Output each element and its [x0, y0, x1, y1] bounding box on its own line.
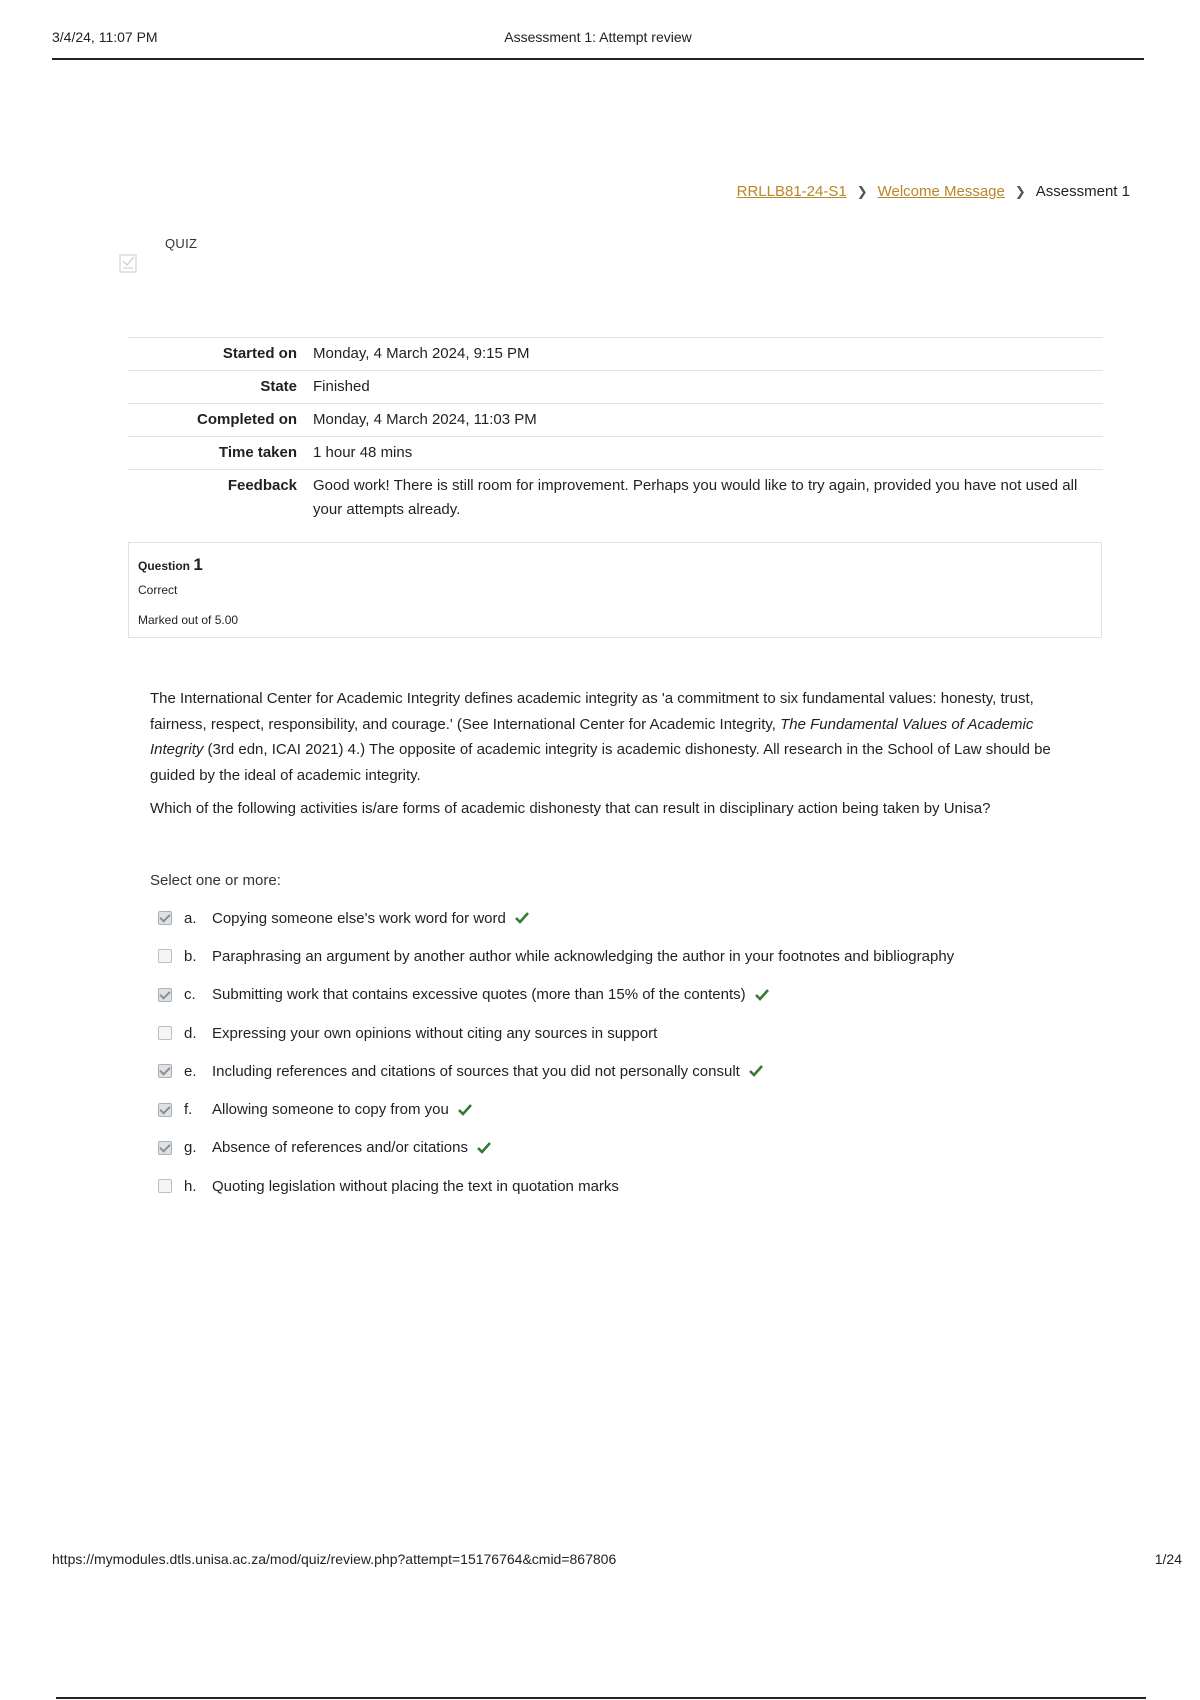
answer-letter: f.: [184, 1101, 193, 1119]
print-header: [52, 26, 1144, 60]
page-divider: [56, 1697, 1146, 1699]
summary-row: [128, 470, 1103, 527]
answer-option-e: [158, 1052, 1118, 1090]
answer-checkbox[interactable]: [158, 1141, 172, 1155]
answer-checkbox[interactable]: [158, 988, 172, 1002]
print-datetime: 3/4/24, 11:07 PM: [52, 29, 158, 45]
summary-row: [128, 371, 1103, 404]
question-label: Question: [138, 559, 191, 573]
answer-letter: c.: [184, 986, 196, 1004]
print-url: https://mymodules.dtls.unisa.ac.za/mod/quiz/review.php?attempt=15176764&cmid=867806: [52, 1551, 617, 1567]
answer-text: Allowing someone to copy from you: [212, 1101, 449, 1119]
question-info-box: [128, 542, 1102, 638]
question-intro-part1: The International Center for Academic Integrity defines academic integrity as 'a commitment to six fundamental values: honesty, trust, fairness, respect, responsibility, and courage.' (See International Center for Academic Integrity,: [150, 690, 1034, 733]
check-icon: [748, 1064, 764, 1078]
answer-text: Including references and citations of sources that you did not personally consult: [212, 1062, 740, 1080]
activity-type-label: QUIZ: [165, 236, 198, 251]
answer-letter: e.: [184, 1062, 197, 1080]
answer-checkbox[interactable]: [158, 1103, 172, 1117]
answer-options: [158, 899, 1118, 1205]
summary-value: Finished: [305, 371, 1103, 404]
chevron-right-icon: ❯: [856, 183, 868, 199]
breadcrumb-section-link[interactable]: Welcome Message: [877, 183, 1005, 200]
print-footer: [52, 1551, 1182, 1567]
question-state: Correct: [138, 583, 178, 597]
breadcrumb-course-link[interactable]: RRLLB81-24-S1: [736, 183, 847, 200]
summary-row: [128, 404, 1103, 437]
answer-text: Absence of references and/or citations: [212, 1139, 468, 1157]
summary-label: State: [128, 371, 305, 404]
check-icon: [457, 1103, 473, 1117]
answer-option-b: [158, 937, 1118, 975]
attempt-summary-table: [128, 337, 1103, 526]
answer-letter: d.: [184, 1024, 197, 1042]
summary-label: Completed on: [128, 404, 305, 437]
summary-label: Feedback: [128, 470, 305, 527]
summary-label: Started on: [128, 338, 305, 371]
answer-option-f: [158, 1090, 1118, 1128]
answer-option-g: [158, 1129, 1118, 1167]
chevron-right-icon: ❯: [1014, 183, 1026, 199]
summary-value: Monday, 4 March 2024, 9:15 PM: [305, 338, 1103, 371]
answer-text: Expressing your own opinions without citing any sources in support: [212, 1024, 658, 1042]
summary-label: Time taken: [128, 437, 305, 470]
check-icon: [514, 911, 530, 925]
answer-checkbox[interactable]: [158, 949, 172, 963]
breadcrumb: [737, 183, 1130, 200]
question-number: [138, 555, 1092, 575]
answer-prompt: Select one or more:: [150, 872, 281, 889]
answer-letter: a.: [184, 909, 197, 927]
answer-letter: b.: [184, 947, 197, 965]
summary-row: [128, 338, 1103, 371]
answer-text: Submitting work that contains excessive quotes (more than 15% of the contents): [212, 986, 746, 1004]
summary-value: 1 hour 48 mins: [305, 437, 1103, 470]
print-page-number: 1/24: [1154, 1551, 1182, 1567]
print-title: Assessment 1: Attempt review: [504, 29, 692, 45]
answer-text: Copying someone else's work word for word: [212, 909, 506, 927]
answer-letter: h.: [184, 1177, 197, 1195]
answer-checkbox[interactable]: [158, 911, 172, 925]
answer-text: Paraphrasing an argument by another author while acknowledging the author in your footnotes and bibliography: [212, 947, 955, 965]
question-grade: Marked out of 5.00: [138, 613, 239, 627]
answer-text: Quoting legislation without placing the text in quotation marks: [212, 1177, 619, 1195]
question-stem: Which of the following activities is/are forms of academic dishonesty that can result in disciplinary action being taken by Unisa?: [150, 800, 991, 817]
answer-checkbox[interactable]: [158, 1026, 172, 1040]
question-intro-part2: (3rd edn, ICAI 2021) 4.) The opposite of academic integrity is academic dishonesty. All research in the School of Law should be guided by the ideal of academic integrity.: [150, 741, 1051, 784]
answer-option-a: [158, 899, 1118, 937]
summary-value: Monday, 4 March 2024, 11:03 PM: [305, 404, 1103, 437]
question-number-value: 1: [193, 555, 203, 574]
answer-checkbox[interactable]: [158, 1064, 172, 1078]
check-icon: [754, 988, 770, 1002]
answer-option-c: [158, 976, 1118, 1014]
breadcrumb-current: Assessment 1: [1035, 183, 1130, 200]
answer-letter: g.: [184, 1139, 197, 1157]
check-icon: [476, 1141, 492, 1155]
quiz-icon: [118, 252, 140, 274]
answer-checkbox[interactable]: [158, 1179, 172, 1193]
answer-option-d: [158, 1014, 1118, 1052]
summary-value: Good work! There is still room for improvement. Perhaps you would like to try again, provided you have not used all your attempts already.: [305, 470, 1103, 527]
question-text: [150, 686, 1060, 830]
summary-row: [128, 437, 1103, 470]
question-intro-italic: The Fundamental Values of Academic Integrity: [150, 715, 1034, 758]
question-intro: [150, 686, 1060, 788]
answer-option-h: [158, 1167, 1118, 1205]
